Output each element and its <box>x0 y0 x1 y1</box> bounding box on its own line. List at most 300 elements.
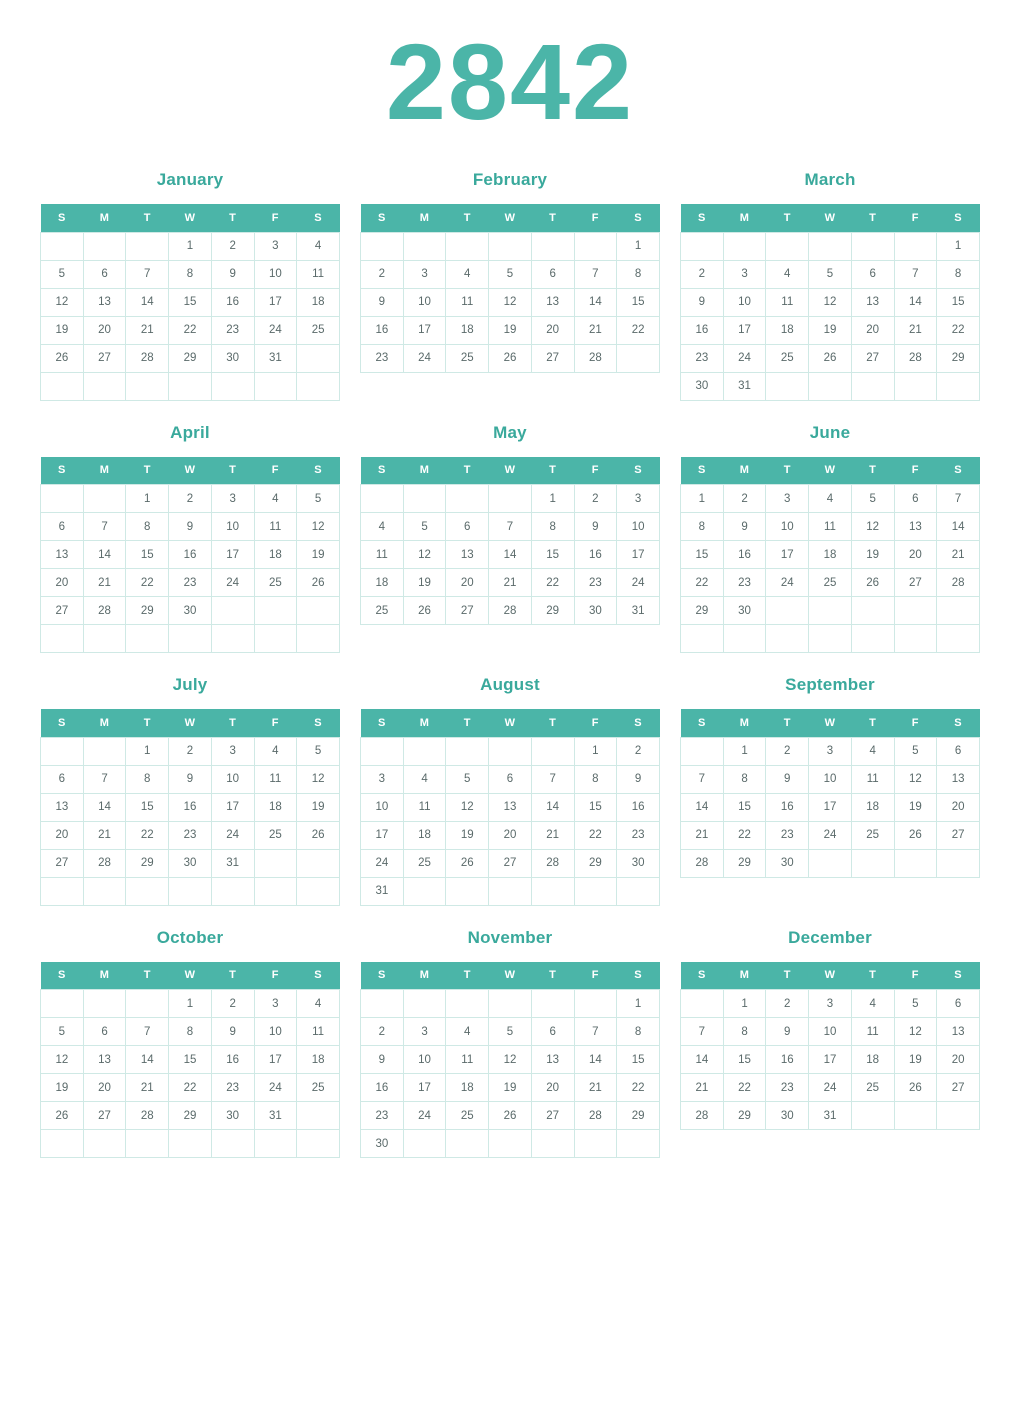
day-cell[interactable]: 31 <box>723 372 766 400</box>
day-cell[interactable]: 6 <box>446 513 489 541</box>
day-cell[interactable]: 30 <box>617 849 660 877</box>
day-cell[interactable]: 9 <box>723 513 766 541</box>
day-cell[interactable]: 12 <box>851 513 894 541</box>
day-cell[interactable]: 12 <box>894 765 937 793</box>
day-cell[interactable]: 5 <box>41 1018 84 1046</box>
day-cell[interactable]: 1 <box>531 485 574 513</box>
day-cell[interactable]: 9 <box>169 765 212 793</box>
day-cell[interactable]: 24 <box>403 344 446 372</box>
day-cell[interactable]: 1 <box>169 232 212 260</box>
day-cell[interactable]: 21 <box>574 1074 617 1102</box>
day-cell[interactable]: 19 <box>446 821 489 849</box>
day-cell[interactable]: 31 <box>211 849 254 877</box>
day-cell[interactable]: 4 <box>254 737 297 765</box>
day-cell[interactable]: 22 <box>531 569 574 597</box>
day-cell[interactable]: 4 <box>809 485 852 513</box>
day-cell[interactable]: 30 <box>766 849 809 877</box>
day-cell[interactable]: 20 <box>894 541 937 569</box>
day-cell[interactable]: 9 <box>169 513 212 541</box>
day-cell[interactable]: 9 <box>211 260 254 288</box>
day-cell[interactable]: 5 <box>41 260 84 288</box>
day-cell[interactable]: 28 <box>574 1102 617 1130</box>
day-cell[interactable]: 5 <box>489 260 532 288</box>
day-cell[interactable]: 16 <box>766 793 809 821</box>
day-cell[interactable]: 19 <box>403 569 446 597</box>
day-cell[interactable]: 22 <box>169 316 212 344</box>
day-cell[interactable]: 11 <box>446 288 489 316</box>
day-cell[interactable]: 30 <box>766 1102 809 1130</box>
day-cell[interactable]: 10 <box>617 513 660 541</box>
day-cell[interactable]: 9 <box>361 1046 404 1074</box>
day-cell[interactable]: 17 <box>723 316 766 344</box>
day-cell[interactable]: 23 <box>766 821 809 849</box>
day-cell[interactable]: 11 <box>403 793 446 821</box>
day-cell[interactable]: 6 <box>83 260 126 288</box>
day-cell[interactable]: 28 <box>83 597 126 625</box>
day-cell[interactable]: 24 <box>723 344 766 372</box>
day-cell[interactable]: 18 <box>254 541 297 569</box>
day-cell[interactable]: 8 <box>681 513 724 541</box>
day-cell[interactable]: 5 <box>894 990 937 1018</box>
day-cell[interactable]: 26 <box>851 569 894 597</box>
day-cell[interactable]: 15 <box>574 793 617 821</box>
day-cell[interactable]: 6 <box>531 1018 574 1046</box>
day-cell[interactable]: 27 <box>937 821 980 849</box>
day-cell[interactable]: 19 <box>851 541 894 569</box>
day-cell[interactable]: 18 <box>297 288 340 316</box>
day-cell[interactable]: 16 <box>211 288 254 316</box>
day-cell[interactable]: 25 <box>446 344 489 372</box>
day-cell[interactable]: 14 <box>681 1046 724 1074</box>
day-cell[interactable]: 6 <box>83 1018 126 1046</box>
day-cell[interactable]: 21 <box>681 1074 724 1102</box>
day-cell[interactable]: 16 <box>681 316 724 344</box>
day-cell[interactable]: 10 <box>211 765 254 793</box>
day-cell[interactable]: 5 <box>489 1018 532 1046</box>
day-cell[interactable]: 6 <box>894 485 937 513</box>
day-cell[interactable]: 5 <box>851 485 894 513</box>
day-cell[interactable]: 12 <box>489 288 532 316</box>
day-cell[interactable]: 18 <box>851 793 894 821</box>
day-cell[interactable]: 14 <box>531 793 574 821</box>
day-cell[interactable]: 15 <box>617 1046 660 1074</box>
day-cell[interactable]: 20 <box>937 793 980 821</box>
day-cell[interactable]: 23 <box>361 1102 404 1130</box>
day-cell[interactable]: 12 <box>41 1046 84 1074</box>
day-cell[interactable]: 12 <box>894 1018 937 1046</box>
day-cell[interactable]: 28 <box>937 569 980 597</box>
day-cell[interactable]: 10 <box>254 260 297 288</box>
day-cell[interactable]: 17 <box>809 1046 852 1074</box>
day-cell[interactable]: 6 <box>937 990 980 1018</box>
day-cell[interactable]: 6 <box>531 260 574 288</box>
day-cell[interactable]: 15 <box>681 541 724 569</box>
day-cell[interactable]: 19 <box>489 316 532 344</box>
day-cell[interactable]: 3 <box>211 485 254 513</box>
day-cell[interactable]: 30 <box>681 372 724 400</box>
day-cell[interactable]: 17 <box>361 821 404 849</box>
day-cell[interactable]: 9 <box>766 765 809 793</box>
day-cell[interactable]: 21 <box>83 569 126 597</box>
day-cell[interactable]: 29 <box>617 1102 660 1130</box>
day-cell[interactable]: 11 <box>297 260 340 288</box>
day-cell[interactable]: 30 <box>723 597 766 625</box>
day-cell[interactable]: 11 <box>361 541 404 569</box>
day-cell[interactable]: 26 <box>894 1074 937 1102</box>
day-cell[interactable]: 19 <box>297 793 340 821</box>
day-cell[interactable]: 1 <box>126 485 169 513</box>
day-cell[interactable]: 15 <box>617 288 660 316</box>
day-cell[interactable]: 4 <box>297 232 340 260</box>
day-cell[interactable]: 26 <box>809 344 852 372</box>
day-cell[interactable]: 17 <box>211 793 254 821</box>
day-cell[interactable]: 17 <box>809 793 852 821</box>
day-cell[interactable]: 3 <box>809 737 852 765</box>
day-cell[interactable]: 17 <box>766 541 809 569</box>
day-cell[interactable]: 1 <box>617 990 660 1018</box>
day-cell[interactable]: 8 <box>937 260 980 288</box>
day-cell[interactable]: 20 <box>489 821 532 849</box>
day-cell[interactable]: 2 <box>766 737 809 765</box>
day-cell[interactable]: 9 <box>361 288 404 316</box>
day-cell[interactable]: 31 <box>254 344 297 372</box>
day-cell[interactable]: 2 <box>681 260 724 288</box>
day-cell[interactable]: 11 <box>809 513 852 541</box>
day-cell[interactable]: 13 <box>41 541 84 569</box>
day-cell[interactable]: 8 <box>169 1018 212 1046</box>
day-cell[interactable]: 18 <box>254 793 297 821</box>
day-cell[interactable]: 2 <box>211 990 254 1018</box>
day-cell[interactable]: 22 <box>169 1074 212 1102</box>
day-cell[interactable]: 14 <box>937 513 980 541</box>
day-cell[interactable]: 26 <box>41 1102 84 1130</box>
day-cell[interactable]: 13 <box>937 1018 980 1046</box>
day-cell[interactable]: 6 <box>937 737 980 765</box>
day-cell[interactable]: 27 <box>894 569 937 597</box>
day-cell[interactable]: 11 <box>254 513 297 541</box>
day-cell[interactable]: 25 <box>254 821 297 849</box>
day-cell[interactable]: 23 <box>169 569 212 597</box>
day-cell[interactable]: 17 <box>254 288 297 316</box>
day-cell[interactable]: 14 <box>126 288 169 316</box>
day-cell[interactable]: 15 <box>126 793 169 821</box>
day-cell[interactable]: 18 <box>403 821 446 849</box>
day-cell[interactable]: 10 <box>766 513 809 541</box>
day-cell[interactable]: 26 <box>297 569 340 597</box>
day-cell[interactable]: 19 <box>809 316 852 344</box>
day-cell[interactable]: 2 <box>361 260 404 288</box>
day-cell[interactable]: 25 <box>446 1102 489 1130</box>
day-cell[interactable]: 21 <box>574 316 617 344</box>
day-cell[interactable]: 29 <box>681 597 724 625</box>
day-cell[interactable]: 20 <box>531 316 574 344</box>
day-cell[interactable]: 7 <box>681 1018 724 1046</box>
day-cell[interactable]: 25 <box>766 344 809 372</box>
day-cell[interactable]: 28 <box>126 1102 169 1130</box>
day-cell[interactable]: 29 <box>126 597 169 625</box>
day-cell[interactable]: 3 <box>254 990 297 1018</box>
day-cell[interactable]: 31 <box>361 877 404 905</box>
day-cell[interactable]: 20 <box>41 569 84 597</box>
day-cell[interactable]: 25 <box>297 316 340 344</box>
day-cell[interactable]: 13 <box>894 513 937 541</box>
day-cell[interactable]: 14 <box>489 541 532 569</box>
day-cell[interactable]: 8 <box>126 765 169 793</box>
day-cell[interactable]: 27 <box>531 344 574 372</box>
day-cell[interactable]: 1 <box>681 485 724 513</box>
day-cell[interactable]: 7 <box>83 765 126 793</box>
day-cell[interactable]: 10 <box>809 765 852 793</box>
day-cell[interactable]: 3 <box>723 260 766 288</box>
day-cell[interactable]: 16 <box>361 316 404 344</box>
day-cell[interactable]: 13 <box>851 288 894 316</box>
day-cell[interactable]: 24 <box>254 316 297 344</box>
day-cell[interactable]: 26 <box>489 1102 532 1130</box>
day-cell[interactable]: 26 <box>297 821 340 849</box>
day-cell[interactable]: 7 <box>574 260 617 288</box>
day-cell[interactable]: 14 <box>681 793 724 821</box>
day-cell[interactable]: 6 <box>489 765 532 793</box>
day-cell[interactable]: 26 <box>489 344 532 372</box>
day-cell[interactable]: 7 <box>83 513 126 541</box>
day-cell[interactable]: 23 <box>211 1074 254 1102</box>
day-cell[interactable]: 19 <box>41 1074 84 1102</box>
day-cell[interactable]: 19 <box>489 1074 532 1102</box>
day-cell[interactable]: 3 <box>211 737 254 765</box>
day-cell[interactable]: 24 <box>361 849 404 877</box>
day-cell[interactable]: 11 <box>297 1018 340 1046</box>
day-cell[interactable]: 20 <box>851 316 894 344</box>
day-cell[interactable]: 20 <box>531 1074 574 1102</box>
day-cell[interactable]: 6 <box>41 765 84 793</box>
day-cell[interactable]: 14 <box>83 541 126 569</box>
day-cell[interactable]: 10 <box>809 1018 852 1046</box>
day-cell[interactable]: 12 <box>403 541 446 569</box>
day-cell[interactable]: 29 <box>723 849 766 877</box>
day-cell[interactable]: 13 <box>446 541 489 569</box>
day-cell[interactable]: 14 <box>574 288 617 316</box>
day-cell[interactable]: 18 <box>851 1046 894 1074</box>
day-cell[interactable]: 16 <box>211 1046 254 1074</box>
day-cell[interactable]: 2 <box>361 1018 404 1046</box>
day-cell[interactable]: 7 <box>574 1018 617 1046</box>
day-cell[interactable]: 8 <box>617 260 660 288</box>
day-cell[interactable]: 7 <box>894 260 937 288</box>
day-cell[interactable]: 18 <box>446 1074 489 1102</box>
day-cell[interactable]: 27 <box>83 1102 126 1130</box>
day-cell[interactable]: 23 <box>766 1074 809 1102</box>
day-cell[interactable]: 29 <box>126 849 169 877</box>
day-cell[interactable]: 4 <box>254 485 297 513</box>
day-cell[interactable]: 4 <box>851 990 894 1018</box>
day-cell[interactable]: 28 <box>894 344 937 372</box>
day-cell[interactable]: 3 <box>809 990 852 1018</box>
day-cell[interactable]: 21 <box>531 821 574 849</box>
day-cell[interactable]: 8 <box>574 765 617 793</box>
day-cell[interactable]: 11 <box>254 765 297 793</box>
day-cell[interactable]: 29 <box>723 1102 766 1130</box>
day-cell[interactable]: 14 <box>574 1046 617 1074</box>
day-cell[interactable]: 8 <box>723 1018 766 1046</box>
day-cell[interactable]: 27 <box>83 344 126 372</box>
day-cell[interactable]: 27 <box>851 344 894 372</box>
day-cell[interactable]: 28 <box>531 849 574 877</box>
day-cell[interactable]: 13 <box>83 1046 126 1074</box>
day-cell[interactable]: 27 <box>41 849 84 877</box>
day-cell[interactable]: 25 <box>809 569 852 597</box>
day-cell[interactable]: 9 <box>211 1018 254 1046</box>
day-cell[interactable]: 23 <box>681 344 724 372</box>
day-cell[interactable]: 3 <box>766 485 809 513</box>
day-cell[interactable]: 25 <box>254 569 297 597</box>
day-cell[interactable]: 17 <box>403 316 446 344</box>
day-cell[interactable]: 14 <box>126 1046 169 1074</box>
day-cell[interactable]: 13 <box>937 765 980 793</box>
day-cell[interactable]: 29 <box>169 344 212 372</box>
day-cell[interactable]: 22 <box>723 821 766 849</box>
day-cell[interactable]: 9 <box>681 288 724 316</box>
day-cell[interactable]: 23 <box>169 821 212 849</box>
day-cell[interactable]: 13 <box>41 793 84 821</box>
day-cell[interactable]: 6 <box>851 260 894 288</box>
day-cell[interactable]: 21 <box>83 821 126 849</box>
day-cell[interactable]: 20 <box>41 821 84 849</box>
day-cell[interactable]: 24 <box>809 821 852 849</box>
day-cell[interactable]: 24 <box>809 1074 852 1102</box>
day-cell[interactable]: 27 <box>489 849 532 877</box>
day-cell[interactable]: 27 <box>531 1102 574 1130</box>
day-cell[interactable]: 13 <box>83 288 126 316</box>
day-cell[interactable]: 30 <box>361 1130 404 1158</box>
day-cell[interactable]: 18 <box>446 316 489 344</box>
day-cell[interactable]: 14 <box>83 793 126 821</box>
day-cell[interactable]: 29 <box>169 1102 212 1130</box>
day-cell[interactable]: 11 <box>446 1046 489 1074</box>
day-cell[interactable]: 5 <box>446 765 489 793</box>
day-cell[interactable]: 16 <box>169 541 212 569</box>
day-cell[interactable]: 26 <box>41 344 84 372</box>
day-cell[interactable]: 31 <box>809 1102 852 1130</box>
day-cell[interactable]: 20 <box>83 1074 126 1102</box>
day-cell[interactable]: 13 <box>489 793 532 821</box>
day-cell[interactable]: 7 <box>126 1018 169 1046</box>
day-cell[interactable]: 4 <box>361 513 404 541</box>
day-cell[interactable]: 8 <box>723 765 766 793</box>
day-cell[interactable]: 22 <box>937 316 980 344</box>
day-cell[interactable]: 8 <box>617 1018 660 1046</box>
day-cell[interactable]: 19 <box>894 793 937 821</box>
day-cell[interactable]: 23 <box>723 569 766 597</box>
day-cell[interactable]: 4 <box>297 990 340 1018</box>
day-cell[interactable]: 25 <box>361 597 404 625</box>
day-cell[interactable]: 19 <box>894 1046 937 1074</box>
day-cell[interactable]: 23 <box>361 344 404 372</box>
day-cell[interactable]: 4 <box>446 260 489 288</box>
day-cell[interactable]: 2 <box>617 737 660 765</box>
day-cell[interactable]: 18 <box>297 1046 340 1074</box>
day-cell[interactable]: 14 <box>894 288 937 316</box>
day-cell[interactable]: 24 <box>617 569 660 597</box>
day-cell[interactable]: 1 <box>617 232 660 260</box>
day-cell[interactable]: 20 <box>83 316 126 344</box>
day-cell[interactable]: 12 <box>297 513 340 541</box>
day-cell[interactable]: 11 <box>851 765 894 793</box>
day-cell[interactable]: 22 <box>723 1074 766 1102</box>
day-cell[interactable]: 28 <box>83 849 126 877</box>
day-cell[interactable]: 19 <box>297 541 340 569</box>
day-cell[interactable]: 3 <box>617 485 660 513</box>
day-cell[interactable]: 2 <box>723 485 766 513</box>
day-cell[interactable]: 30 <box>169 597 212 625</box>
day-cell[interactable]: 18 <box>361 569 404 597</box>
day-cell[interactable]: 7 <box>681 765 724 793</box>
day-cell[interactable]: 15 <box>126 541 169 569</box>
day-cell[interactable]: 25 <box>297 1074 340 1102</box>
day-cell[interactable]: 27 <box>937 1074 980 1102</box>
day-cell[interactable]: 28 <box>681 1102 724 1130</box>
day-cell[interactable]: 22 <box>126 569 169 597</box>
day-cell[interactable]: 22 <box>681 569 724 597</box>
day-cell[interactable]: 2 <box>574 485 617 513</box>
day-cell[interactable]: 21 <box>126 1074 169 1102</box>
day-cell[interactable]: 29 <box>937 344 980 372</box>
day-cell[interactable]: 11 <box>766 288 809 316</box>
day-cell[interactable]: 10 <box>361 793 404 821</box>
day-cell[interactable]: 24 <box>766 569 809 597</box>
day-cell[interactable]: 24 <box>403 1102 446 1130</box>
day-cell[interactable]: 10 <box>403 1046 446 1074</box>
day-cell[interactable]: 11 <box>851 1018 894 1046</box>
day-cell[interactable]: 22 <box>574 821 617 849</box>
day-cell[interactable]: 21 <box>126 316 169 344</box>
day-cell[interactable]: 24 <box>211 821 254 849</box>
day-cell[interactable]: 2 <box>211 232 254 260</box>
day-cell[interactable]: 21 <box>894 316 937 344</box>
day-cell[interactable]: 31 <box>254 1102 297 1130</box>
day-cell[interactable]: 4 <box>446 1018 489 1046</box>
day-cell[interactable]: 18 <box>809 541 852 569</box>
day-cell[interactable]: 25 <box>851 1074 894 1102</box>
day-cell[interactable]: 3 <box>403 1018 446 1046</box>
day-cell[interactable]: 17 <box>403 1074 446 1102</box>
day-cell[interactable]: 27 <box>446 597 489 625</box>
day-cell[interactable]: 23 <box>211 316 254 344</box>
day-cell[interactable]: 1 <box>574 737 617 765</box>
day-cell[interactable]: 21 <box>937 541 980 569</box>
day-cell[interactable]: 26 <box>403 597 446 625</box>
day-cell[interactable]: 16 <box>723 541 766 569</box>
day-cell[interactable]: 31 <box>617 597 660 625</box>
day-cell[interactable]: 3 <box>403 260 446 288</box>
day-cell[interactable]: 22 <box>617 316 660 344</box>
day-cell[interactable]: 15 <box>937 288 980 316</box>
day-cell[interactable]: 25 <box>403 849 446 877</box>
day-cell[interactable]: 18 <box>766 316 809 344</box>
day-cell[interactable]: 16 <box>574 541 617 569</box>
day-cell[interactable]: 28 <box>681 849 724 877</box>
day-cell[interactable]: 7 <box>937 485 980 513</box>
day-cell[interactable]: 9 <box>617 765 660 793</box>
day-cell[interactable]: 12 <box>446 793 489 821</box>
day-cell[interactable]: 29 <box>531 597 574 625</box>
day-cell[interactable]: 5 <box>297 737 340 765</box>
day-cell[interactable]: 1 <box>126 737 169 765</box>
day-cell[interactable]: 7 <box>531 765 574 793</box>
day-cell[interactable]: 10 <box>403 288 446 316</box>
day-cell[interactable]: 27 <box>41 597 84 625</box>
day-cell[interactable]: 16 <box>361 1074 404 1102</box>
day-cell[interactable]: 15 <box>169 288 212 316</box>
